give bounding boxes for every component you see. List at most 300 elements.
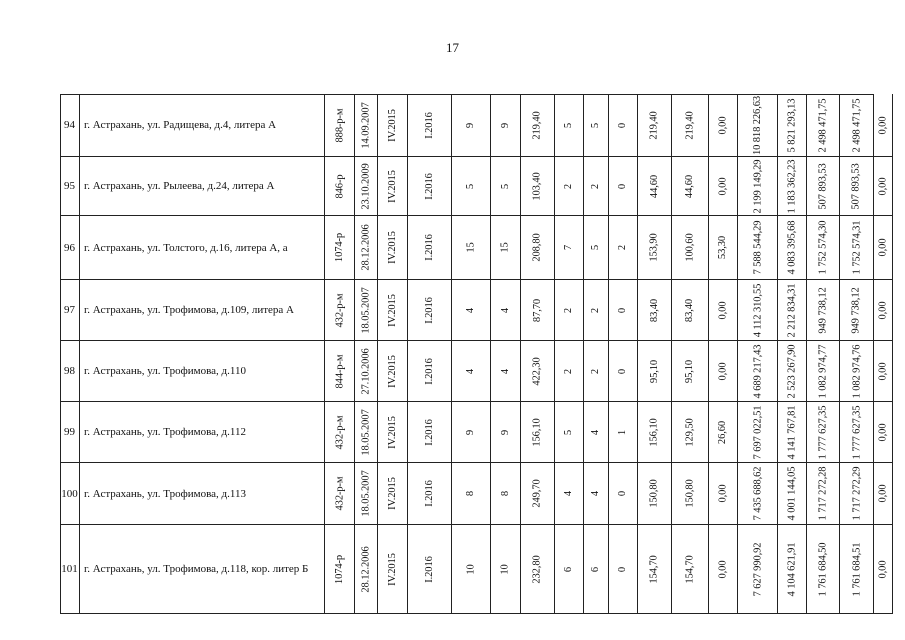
value-cell (709, 341, 738, 402)
value-cell (738, 341, 778, 402)
value-cell-text: I.2016 (424, 357, 435, 385)
value-cell-text: 10 (465, 563, 477, 575)
value-cell (521, 463, 555, 525)
value-cell-text: 432-р-м (334, 476, 346, 511)
value-cell-text: 0 (617, 183, 629, 189)
value-cell (555, 216, 584, 280)
value-cell (709, 157, 738, 216)
value-cell-text: 10 818 226,63 (752, 95, 764, 155)
value-cell-text: 1 717 272,28 (817, 466, 829, 521)
value-cell-text: 103,40 (532, 171, 543, 201)
value-cell (355, 216, 378, 280)
value-cell (778, 341, 807, 402)
address-cell (80, 216, 325, 280)
value-cell (408, 280, 452, 341)
value-cell (378, 216, 408, 280)
value-cell (355, 280, 378, 341)
value-cell-text: 7 435 688,62 (752, 466, 763, 521)
value-cell (452, 216, 491, 280)
value-cell-text: 0,00 (877, 362, 889, 380)
value-cell-text: I.2016 (424, 555, 435, 583)
value-cell-text: 53,30 (717, 235, 729, 260)
value-cell (672, 525, 709, 614)
value-cell-text: 249,70 (532, 479, 543, 508)
value-cell (609, 157, 638, 216)
value-cell-text: 129,50 (684, 417, 696, 447)
value-cell (355, 94, 378, 157)
value-cell (807, 216, 840, 280)
value-cell-text: 949 738,12 (817, 286, 829, 334)
value-cell-text: 27.10.2006 (360, 347, 372, 395)
row-number-text: 100 (61, 487, 78, 500)
value-cell-text: 844-р-м (334, 354, 346, 388)
value-cell (840, 94, 874, 157)
value-cell-text: I.2016 (424, 418, 435, 446)
value-cell (521, 280, 555, 341)
value-cell (874, 216, 893, 280)
value-cell (555, 341, 584, 402)
value-cell (491, 94, 521, 157)
value-cell (807, 280, 840, 341)
value-cell-text: 949 738,12 (851, 286, 863, 334)
value-cell (325, 525, 355, 614)
address-cell (80, 463, 325, 525)
value-cell-text: 1 777 627,35 (851, 405, 862, 459)
value-cell-text: 232,80 (532, 554, 543, 584)
value-cell (638, 280, 672, 341)
value-cell (840, 280, 874, 341)
value-cell (325, 216, 355, 280)
value-cell-text: 422,30 (532, 356, 543, 386)
value-cell (778, 216, 807, 280)
value-cell (672, 94, 709, 157)
value-cell (840, 402, 874, 463)
value-cell (638, 157, 672, 216)
value-cell (778, 157, 807, 216)
value-cell-text: 8 (500, 490, 511, 497)
value-cell (555, 157, 584, 216)
address-cell-text: г. Астрахань, ул. Рылеева, д.24, литера А (84, 180, 275, 192)
value-cell-text: 150,80 (649, 479, 660, 508)
value-cell-text: IV.2015 (387, 552, 398, 586)
value-cell-text: 0,00 (717, 484, 729, 503)
value-cell-text: 28.12.2006 (360, 224, 372, 271)
value-cell (325, 157, 355, 216)
value-cell-text: 156,10 (649, 417, 660, 447)
value-cell-text: 5 (465, 183, 477, 189)
value-cell-text: 7 697 022,51 (752, 405, 763, 459)
value-cell (609, 94, 638, 157)
value-cell-text: 7 588 544,29 (752, 220, 763, 275)
value-cell-text: 18.05.2007 (360, 470, 372, 517)
value-cell (638, 341, 672, 402)
value-cell (555, 402, 584, 463)
value-cell-text: 5 (590, 244, 602, 251)
value-cell (840, 525, 874, 614)
value-cell-text: 4 689 217,43 (752, 344, 763, 398)
value-cell-text: 0,00 (717, 177, 729, 195)
value-cell (452, 94, 491, 157)
value-cell (874, 463, 893, 525)
value-cell (325, 463, 355, 525)
address-cell-text: г. Астрахань, ул. Толстого, д.16, литера А, а (84, 241, 288, 254)
value-cell-text: 4 (500, 368, 511, 374)
value-cell-text: 87,70 (531, 298, 543, 322)
value-cell-text: 4 141 767,81 (786, 405, 798, 459)
value-cell-text: 0 (617, 307, 629, 313)
address-cell (80, 94, 325, 157)
value-cell (584, 402, 609, 463)
value-cell-text: 10 (500, 563, 511, 575)
value-cell-text: 18.05.2007 (360, 408, 372, 456)
value-cell (609, 402, 638, 463)
value-cell-text: 6 (590, 566, 602, 572)
value-cell-text: 1074-р (334, 554, 345, 584)
value-cell-text: 0,00 (717, 116, 729, 134)
value-cell (807, 341, 840, 402)
value-cell-text: 156,10 (532, 417, 543, 447)
row-number (60, 94, 80, 157)
value-cell (378, 463, 408, 525)
value-cell (452, 280, 491, 341)
value-cell (638, 463, 672, 525)
value-cell-text: 150,80 (684, 479, 696, 508)
value-cell-text: 432-р-м (334, 293, 346, 327)
value-cell (555, 525, 584, 614)
value-cell-text: 8 (465, 490, 477, 497)
value-cell-text: 1 761 684,51 (851, 542, 862, 596)
value-cell-text: 4 104 621,91 (786, 542, 798, 596)
address-cell-text: г. Астрахань, ул. Трофимова, д.113 (84, 487, 246, 500)
address-cell (80, 402, 325, 463)
value-cell (778, 94, 807, 157)
value-cell (521, 341, 555, 402)
value-cell (491, 463, 521, 525)
value-cell (584, 157, 609, 216)
value-cell-text: 2 (563, 183, 575, 189)
row-number (60, 280, 80, 341)
value-cell-text: 0 (617, 122, 629, 128)
value-cell-text: I.2016 (424, 296, 435, 324)
value-cell (452, 402, 491, 463)
value-cell-text: 507 893,53 (851, 162, 863, 210)
value-cell (840, 157, 874, 216)
value-cell-text: 18.05.2007 (360, 286, 372, 334)
value-cell-text: 28.12.2006 (360, 545, 372, 593)
value-cell (378, 280, 408, 341)
value-cell (609, 525, 638, 614)
value-cell (807, 525, 840, 614)
value-cell-text: 0,00 (877, 177, 889, 195)
value-cell (584, 341, 609, 402)
value-cell-text: I.2016 (424, 111, 435, 139)
value-cell-text: 153,90 (649, 233, 660, 262)
value-cell-text: I.2016 (424, 172, 435, 200)
value-cell (609, 341, 638, 402)
value-cell (491, 402, 521, 463)
value-cell-text: 15 (465, 242, 477, 253)
value-cell-text: 0,00 (877, 484, 889, 503)
value-cell-text: 0,00 (877, 301, 889, 319)
value-cell (609, 216, 638, 280)
value-cell (738, 463, 778, 525)
value-cell (874, 341, 893, 402)
value-cell (709, 463, 738, 525)
value-cell-text: 2 199 149,29 (752, 159, 763, 213)
value-cell (672, 402, 709, 463)
value-cell-text: IV.2015 (387, 415, 398, 449)
value-cell-text: 0,00 (877, 238, 889, 257)
value-cell (638, 402, 672, 463)
address-cell-text: г. Астрахань, ул. Трофимова, д.109, литера А (84, 304, 294, 316)
value-cell-text: 0,00 (717, 362, 729, 380)
value-cell (325, 94, 355, 157)
value-cell (778, 402, 807, 463)
row-number (60, 157, 80, 216)
value-cell (452, 525, 491, 614)
value-cell-text: 4 001 144,05 (786, 466, 798, 521)
value-cell-text: 2 (590, 368, 602, 374)
address-cell (80, 280, 325, 341)
value-cell-text: 2 498 471,75 (817, 98, 829, 152)
value-cell-text: 0 (617, 490, 629, 497)
value-cell (408, 402, 452, 463)
value-cell-text: 2 (563, 368, 575, 374)
value-cell (672, 280, 709, 341)
value-cell (738, 216, 778, 280)
value-cell-text: 1 082 974,77 (817, 344, 829, 398)
value-cell-text: 5 (563, 122, 575, 128)
value-cell-text: 5 821 293,13 (786, 98, 798, 152)
page-number: 17 (446, 40, 459, 55)
value-cell-text: 1 (617, 429, 629, 435)
row-number (60, 402, 80, 463)
value-cell (874, 402, 893, 463)
value-cell (408, 463, 452, 525)
value-cell-text: 4 (563, 490, 575, 497)
value-cell (840, 216, 874, 280)
address-cell-text: г. Астрахань, ул. Радищева, д.4, литера А (84, 119, 277, 131)
value-cell-text: IV.2015 (387, 354, 398, 388)
value-cell (584, 280, 609, 341)
value-cell (672, 216, 709, 280)
value-cell-text: 9 (500, 429, 511, 435)
address-cell (80, 525, 325, 614)
row-number (60, 463, 80, 525)
value-cell-text: 4 083 395,68 (786, 220, 798, 275)
value-cell (807, 402, 840, 463)
value-cell-text: 0 (617, 368, 629, 374)
value-cell (672, 341, 709, 402)
value-cell-text: 0 (617, 566, 629, 572)
address-cell-text: г. Астрахань, ул. Трофимова, д.118, кор. литер Б (84, 563, 309, 575)
address-cell (80, 341, 325, 402)
value-cell-text: 5 (563, 429, 575, 435)
value-cell (408, 157, 452, 216)
value-cell-text: 219,40 (684, 110, 696, 140)
value-cell-text: 15 (500, 242, 511, 253)
value-cell (638, 216, 672, 280)
value-cell (874, 525, 893, 614)
value-cell-text: 44,60 (648, 174, 660, 198)
value-cell (378, 402, 408, 463)
value-cell-text: 154,70 (684, 554, 696, 584)
value-cell (521, 402, 555, 463)
value-cell (491, 341, 521, 402)
value-cell-text: 507 893,53 (817, 162, 829, 210)
value-cell (778, 525, 807, 614)
row-number-text: 95 (64, 180, 75, 192)
value-cell (638, 525, 672, 614)
value-cell (555, 463, 584, 525)
value-cell-text: 0,00 (717, 301, 729, 319)
value-cell-text: 2 (590, 183, 602, 189)
value-cell-text: 4 (590, 490, 602, 497)
value-cell-text: 5 (590, 122, 602, 128)
value-cell (709, 402, 738, 463)
value-cell-text: 1 761 684,50 (817, 542, 829, 596)
value-cell-text: 2 498 471,75 (851, 98, 862, 152)
value-cell (378, 157, 408, 216)
value-cell (709, 525, 738, 614)
value-cell-text: 846-р (334, 174, 345, 198)
value-cell (378, 525, 408, 614)
value-cell (874, 94, 893, 157)
value-cell (874, 157, 893, 216)
value-cell-text: 1 752 574,30 (817, 220, 829, 275)
row-number-text: 94 (64, 119, 75, 131)
value-cell-text: 2 (590, 307, 602, 313)
value-cell (584, 216, 609, 280)
value-cell-text: 2 (563, 307, 575, 313)
row-number-text: 98 (64, 365, 75, 377)
value-cell-text: 0,00 (877, 423, 889, 441)
row-number (60, 341, 80, 402)
value-cell-text: 44,60 (684, 174, 696, 198)
value-cell (840, 463, 874, 525)
value-cell (408, 216, 452, 280)
value-cell-text: IV.2015 (387, 477, 398, 510)
value-cell (521, 94, 555, 157)
value-cell-text: 1 777 627,35 (817, 405, 829, 459)
value-cell-text: IV.2015 (387, 231, 398, 264)
value-cell-text: 208,80 (532, 233, 543, 262)
value-cell-text: 2 212 834,31 (786, 283, 798, 337)
address-cell-text: г. Астрахань, ул. Трофимова, д.110 (84, 365, 246, 377)
value-cell-text: 4 (465, 307, 477, 313)
value-cell-text: 7 627 990,92 (752, 542, 763, 596)
value-cell-text: 83,40 (684, 298, 696, 322)
value-cell (584, 463, 609, 525)
value-cell (807, 157, 840, 216)
value-cell-text: IV.2015 (387, 293, 398, 327)
value-cell (738, 280, 778, 341)
value-cell-text: 9 (465, 429, 477, 435)
value-cell (491, 525, 521, 614)
value-cell (555, 280, 584, 341)
value-cell-text: I.2016 (424, 480, 435, 507)
value-cell (709, 216, 738, 280)
value-cell (609, 463, 638, 525)
value-cell-text: 95,10 (684, 359, 696, 383)
value-cell-text: 1074-р (334, 232, 345, 263)
value-cell-text: 1 082 974,76 (851, 344, 862, 398)
value-cell-text: 219,40 (649, 110, 660, 140)
value-cell-text: 0,00 (877, 560, 889, 578)
value-cell-text: 2 523 267,90 (786, 344, 798, 398)
value-cell (355, 157, 378, 216)
value-cell (452, 341, 491, 402)
value-cell (491, 216, 521, 280)
value-cell-text: 83,40 (648, 298, 660, 322)
value-cell (325, 341, 355, 402)
value-cell (584, 525, 609, 614)
value-cell (408, 341, 452, 402)
row-number-text: 99 (64, 426, 75, 438)
value-cell-text: 2 (617, 244, 629, 251)
value-cell-text: 14.09.2007 (360, 101, 372, 149)
value-cell-text: 95,10 (648, 359, 660, 383)
value-cell (672, 463, 709, 525)
value-cell (378, 341, 408, 402)
value-cell-text: 0,00 (877, 116, 889, 134)
row-number (60, 216, 80, 280)
row-number-text: 96 (64, 241, 75, 254)
value-cell (491, 157, 521, 216)
value-cell-text: 1 717 272,29 (851, 466, 862, 521)
address-cell-text: г. Астрахань, ул. Трофимова, д.112 (84, 426, 246, 438)
value-cell (452, 463, 491, 525)
value-cell-text: 432-р-м (334, 415, 346, 449)
value-cell (672, 157, 709, 216)
value-cell-text: 1 752 574,31 (851, 220, 862, 275)
value-cell (521, 525, 555, 614)
value-cell (452, 157, 491, 216)
value-cell-text: 4 112 310,55 (752, 283, 764, 337)
value-cell-text: 888-р-м (334, 108, 346, 142)
value-cell (807, 463, 840, 525)
value-cell (738, 157, 778, 216)
value-cell (355, 463, 378, 525)
value-cell (491, 280, 521, 341)
value-cell (738, 94, 778, 157)
value-cell (521, 216, 555, 280)
value-cell (738, 525, 778, 614)
value-cell-text: IV.2015 (387, 169, 398, 203)
value-cell-text: 1 183 362,23 (786, 159, 798, 213)
value-cell-text: 0,00 (717, 560, 729, 578)
value-cell-text: 7 (563, 244, 575, 251)
value-cell-text: 100,60 (684, 233, 696, 262)
value-cell-text: 219,40 (532, 110, 543, 140)
row-number (60, 525, 80, 614)
value-cell-text: IV.2015 (387, 108, 398, 142)
value-cell-text: 6 (563, 566, 575, 572)
value-cell (408, 94, 452, 157)
value-cell (325, 402, 355, 463)
value-cell-text: 4 (465, 368, 477, 374)
value-cell (584, 94, 609, 157)
value-cell-text: 23.10.2009 (360, 162, 372, 210)
value-cell (638, 94, 672, 157)
value-cell (378, 94, 408, 157)
value-cell-text: 154,70 (649, 554, 660, 584)
value-cell-text: 4 (500, 307, 511, 313)
value-cell-text: 9 (465, 122, 477, 128)
value-cell-text: 4 (590, 429, 602, 435)
value-cell (609, 280, 638, 341)
value-cell (807, 94, 840, 157)
